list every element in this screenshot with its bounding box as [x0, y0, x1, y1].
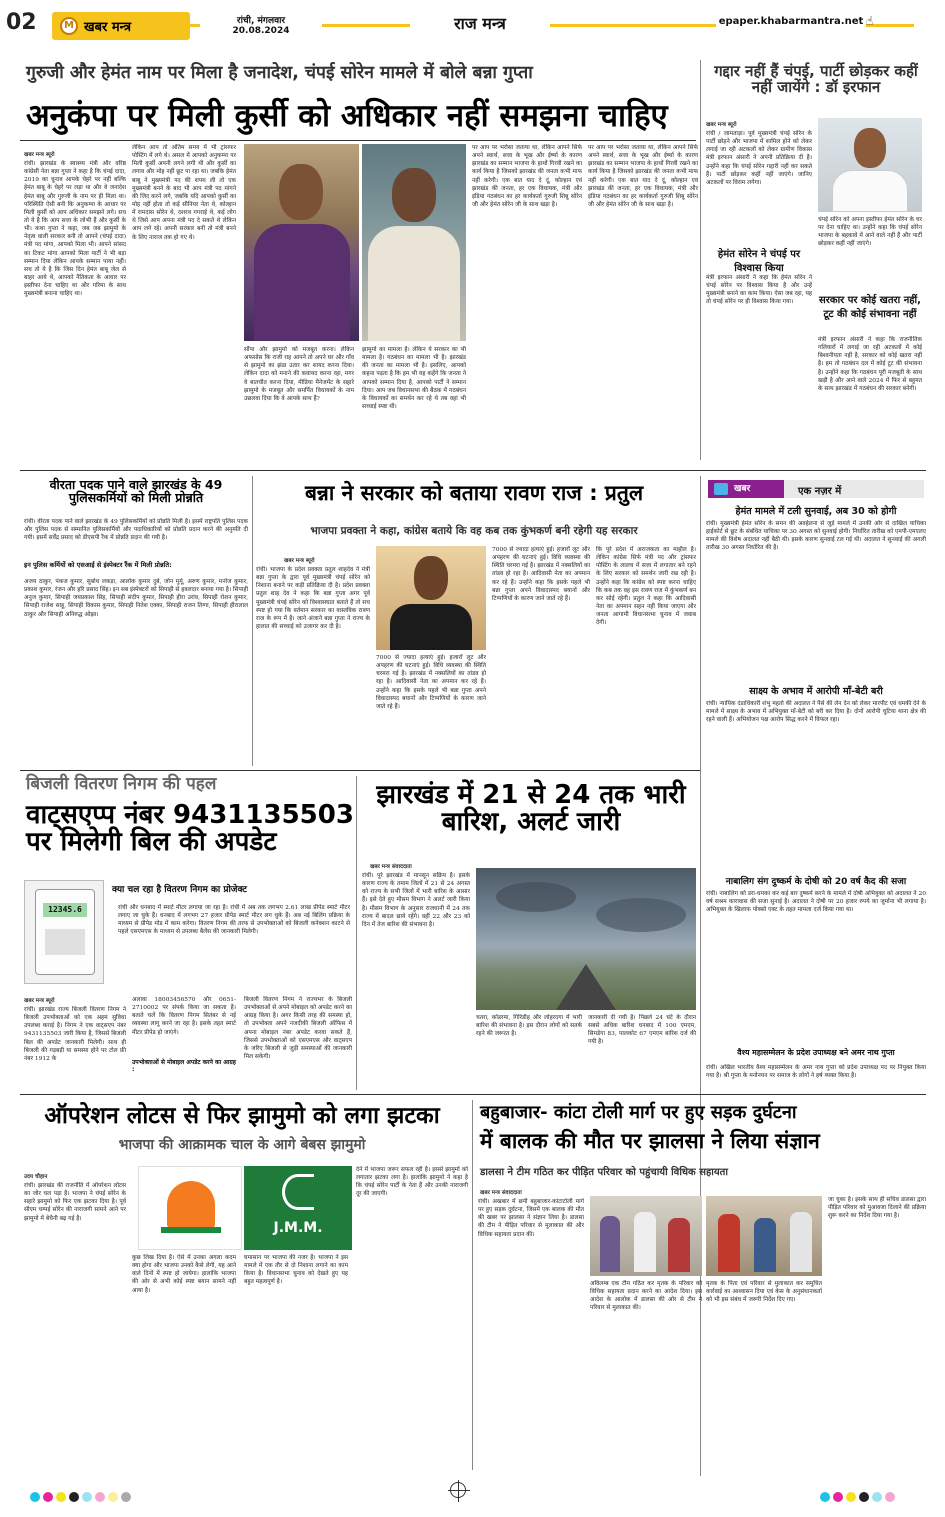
dalsa-team-photo — [590, 1196, 702, 1276]
irfan-sub-1: हेमंत सोरेन ने चंपई पर विश्वास किया — [717, 249, 801, 274]
storm-clouds-photo — [476, 868, 696, 1010]
bijli-byline: खबर मन्त्र ब्यूरो — [24, 998, 55, 1004]
protul-col-1: रांची। भाजपा के प्रदेश प्रवक्ता प्रतुल शाहदेव ने मंत्री बन्ना गुप्ता के द्वारा पूर्व मुख्यमंत्री चंपई सोरेन को निशाना बनाने पर कड़ी प्रतिक्रिया दी है। प्रदेश प्रवक्ता प्रतुल शाह देव ने कहा कि बन्ना गुप्ता अगर पूर्व मुख्यमंत्री चंपई सोरेन को विश्वासघात बताते हैं तो सच स्पष्ट हो गया कि वर्तमान सरकार का वास्तविक रावण राज के रूप में है। जाने अंजाने बन्ना गुप्ता ने राज्य के हालात की सच्चाई को उजागर कर दी है। — [256, 567, 370, 630]
protul-col-2: 7000 से ज्यादा हत्याएं हुई। हजारों लूट और अपहरण की घटनाएं हुई। विधि व्यवस्था की स्थिति चरमरा गई है। झारखंड में नक्सलियों का तांडव हो रहा है। आदिवासी नेता का अपमान कर रहे हैं। उन्होंने कहा कि इसके पहले भी बन्ना गुप्ता अपने विवादास्पद बयानों और टिप्पणियों के कारण जाने जाते रहे हैं। — [376, 655, 486, 710]
nazar-sub-1: साक्ष्य के अभाव में आरोपी माँ-बेटी बरी — [749, 686, 883, 697]
lead-col-3: सौंपा और झामुमो को मजबूत करना। लेकिन अफसोस कि राजी राह आपने तो अपने घर और गाँव से झामुमो का झंडा उतार कर शायद करना दिया। लेकिन दादा को मनाने की कवायद करना रहा, मगर वे बातचीत करना दिया, मीडिया मैनेजमेंट के सहारे झामुमो के मजबूत और समर्पित विधायकों के नाम उछलवा दिया कि वे आपके साथ हैं? — [244, 347, 354, 402]
lead-col-2: लेकिन आप तो अंतिम समय में भी ट्रांसफर पोस्टिंग में लगे थे। असल में आपको अनुकम्पा पर मिली कुर्सी अपनी लगने लगी थी और कुर्सी का लगाव और मोह नहीं छूट पा रहा था। जबकि हेमंत बाबू ने मुख्यमंत्री पद की शपथ ली तो एक मुख्यमंत्री बनने के बाद भी आप मंत्री पद मांगने की जिद करने लगे, जबकि यदि आपको कुर्सी का मोह नहीं होता तो कई सीनियर नेता थे, कोल्हान में रामदास सोरेन थे, दशरथ गगराई थे, कई लोग थे जिसे आप अपना मंत्री पद दे सकते थे लेकिन आप लगे रहे। अपनी सरकार बनी तो मंत्री बनने के लिए नाराज तक हो गए थे। — [132, 145, 236, 241]
irfan-ansari-photo — [818, 118, 922, 212]
color-registration-right — [820, 1487, 898, 1506]
nazar-sub-3: वैश्य महासम्मेलन के प्रदेश उपाध्यक्ष बने अमर नाथ गुप्ता — [737, 1048, 895, 1057]
irfan-text-1: रांची / जामताड़ा। पूर्व मुख्यमंत्री चंपई सोरेन के पार्टी छोड़ने और भाजपा में शामिल होने को लेकर लगाई जा रही अटकलों को लेकर ग्रामीण विकास मंत्री इरफान अंसारी ने अपनी प्रतिक्रिया दी है। उन्होंने कहा कि चंपई सोरेन गद्दारी नहीं कर सकते हैं। पार्टी छोड़कर कहीं नहीं जाएंगे। जानिए अटकलों पर विराम लगेगा। — [706, 131, 812, 186]
nazar-tag: खबर — [708, 480, 784, 498]
registration-target-icon — [450, 1482, 466, 1498]
pratul-shahdeo-photo — [376, 546, 486, 650]
irfan-sub-2: सरकार पर कोई खतरा नहीं, टूट की कोई संभावना नहीं — [819, 295, 921, 320]
jmm-logo-text: J.M.M. — [273, 1220, 323, 1236]
header-date: 20.08.2024 — [232, 26, 290, 36]
irfan-text-3: चंपई सोरेन को अपना इस्तीफा हेमंत सोरेन के घर पर देना चाहिए था। उन्होंने कहा कि चंपई सोरेन भाजपा के बहकावे में आने वाले नहीं हैं और पार्टी छोड़कर कहीं नहीं जाएंगे। — [818, 217, 922, 248]
nazar-text-4: रांची। अखिल भारतीय वैश्य महासम्मेलन के अमर नाथ गुप्ता को प्रदेश उपाध्यक्ष पद पर नियुक्त किया गया है। श्री गुप्ता के मनोनयन पर समाज के लोगों ने हर्ष व्यक्त किया है। — [706, 1065, 926, 1080]
bijli-kicker: बिजली वितरण निगम की पहल — [26, 774, 217, 794]
irfan-text-4: मंत्री इरफान अंसारी ने कहा कि राजनीतिक गलियारों में लगाई जा रही अटकलों में कोई बिश्वनीयता नहीं है, सरकार को कोई खतरा नहीं है। हम तो गठबंधन दल में कोई टूट की संभावना है। उन्होंने कहा कि गठबंधन पूरी मजबूती के साथ खड़ी है और आने वाले 2024 में फिर से बहुमत के साथ झारखंड में गठबंधन की सरकार बनेगी। — [818, 337, 922, 392]
bijli-text-4: बिजली वितरण निगम ने राज्यभर के बिजली उपभोक्ताओं से अपने मोबाइल को अपडेट करने का आग्रह किया है। अगर किसी तरह की समस्या हो, तो उपभोक्ता अपने नजदीकी बिजली ऑफिस में अपना मोबाइल नंबर अपडेट करवा सकते हैं, जिससे उपभोक्ताओं को एसएमएस और वाट्सएप के जरिए बिजली से जुड़ी समस्याओं की जानकारी मिल सकेगी। — [244, 997, 352, 1060]
lotus-headline: ऑपरेशन लोटस से फिर झामुमो को लगा झटका — [44, 1103, 440, 1129]
accident-col-4: जा चुका है। इसके साथ ही सचिव डालसा द्वारा पीड़ित परिवार को मुआवजा दिलाने की प्रक्रिया शुरू करने का निर्देश दिया गया है। — [828, 1197, 926, 1220]
protul-sub: भाजपा प्रवक्ता ने कहा, कांग्रेस बताये कि वह कब तक कुंभकर्ण बनी रहेगी यह सरकार — [310, 525, 638, 537]
lotus-col-1: रांची। झारखंड की राजनीति में ऑपरेशन लोटस का जोर चल पड़ा है। भाजपा ने चंपई सोरेन के सहारे झामुमो को फिर एक झटका दिया है। पूर्व सीएम चम्पई सोरेन की नाराजगी सामने आने पर झामुमो में बेचैनी बढ़ गई है। — [24, 1183, 126, 1222]
nazar-sub-2: नाबालिग संग दुष्कर्म के दोषी को 20 वर्ष कैद की सजा — [725, 877, 907, 887]
champai-soren-photo — [362, 144, 466, 341]
rain-text-3: चतरा, कोडरमा, गिरिडीह और लोहरदगा में भारी बारिश की संभावना है। इस दौरान लोगों को सतर्क रहने की जरूरत है। — [476, 1015, 582, 1038]
nazar-text-2: रांची। न्यायिक दंडाधिकारी शंभु महतो की अदालत ने पैसे की लेन देन को लेकर मारपीट एवं धमकी देने के मामले में साक्ष्य के अभाव में अभियुक्त माँ-बेटी को बरी कर दिया है। दोनों आरोपी चुटिया थाना क्षेत्र की रहने वाली हैं। अभियोजन पक्ष आरोप सिद्ध करने में विफल रहा। — [706, 701, 926, 724]
meter-display: 12345.6 — [43, 903, 87, 917]
rain-headline: झारखंड में 21 से 24 तक भारी बारिश, अलर्ट जारी — [376, 780, 686, 838]
banna-gupta-photo — [244, 144, 359, 341]
irfan-byline: खबर मन्त्र ब्यूरो — [706, 122, 737, 128]
bijli-text-2: रांची। झारखंड राज्य बिजली वितरण निगम ने बिजली उपभोक्ताओं को एक अहम सुविधा उपलब्ध कराई है। निगम ने एक वाट्सएप नंबर 9431135503 जारी किया है, जिससे बिजली बिल की अपडेट जानकारी मिलेगी। साथ ही बिजली की गड़बड़ी या समस्या होने पर टोल फ्री नंबर 1912 के — [24, 1007, 126, 1062]
color-registration-left — [30, 1487, 134, 1506]
protul-col-3: कि पूरे प्रदेश में अराजकता का माहौल है। लेकिन कांग्रेस सिर्फ मंत्री पद और ट्रांसफर पोस्टिंग के लालच में सत्ता में लगातार बने रहने के लिए सरकार को समर्थन जारी रख रही है। उन्होंने कहा कि कांग्रेस को स्पष्ट करना चाहिए कि कब तक वह इस रावण राज में कुंभकर्ण बन कर सोई रहेगी। प्रतुल ने कहा कि आदिवासी नेता का अपमान सहन नहीं किया जाएगा और जनता आगामी विधानसभा चुनाव में जवाब देगी। — [596, 547, 696, 627]
nazar-text-1: रांची। मुख्यमंत्री हेमंत सोरेन के समन की अवहेलना से जुड़े मामले में उनकी ओर से दाखिल याचिका हाईकोर्ट से छूट के संबंधित याचिका पर 30 अगस्त को सुनवाई होगी। निर्धारित तारीख को एमपी-एमएलए मामले की विशेष अदालत नहीं बैठी थी। इसके कारण सुनवाई टल गई थी। अदालत ने सुनवाई की अगली तारीख 30 अगस्त निर्धारित की है। — [706, 521, 926, 552]
news-icon — [714, 483, 728, 495]
bijli-text-3: अलावा 18003456570 और 0651-2710002 पर संपर्क किया जा सकता है। बताते चलें कि वितरण निगम सितंबर से नई व्यवस्था लागू करने जा रहा है। इसके तहत स्मार्ट मीटर प्रीपेड हो जाएंगे। — [132, 997, 236, 1036]
header-date-box — [200, 13, 322, 41]
lead-kicker: गुरुजी और हेमंत नाम पर मिला है जनादेश, चंपई सोरेन मामले में बोले बन्ना गुप्ता — [26, 63, 533, 83]
police-text-2: अजय ठाकुर, पंकज कुमार, सुबोध लकड़ा, आलोक कुमार दुबे, जोन मुर्मू, अरुण कुमार, मनोज कुमार, प्रकाश कुमार, रंजन और हरि प्रसाद सिंह। इन सब इंस्पेक्टरों को सिपाही से हवलदार बनाया गया है। सिपाही अनुज कुमार, सिपाही जयप्रकाश सिंह, सिपाही संदीप कुमार, सिपाही हीरा उरांव, सिपाही रोशन कुमार, सिपाही राजेश साहू, सिपाही विकास कुमार, सिपाही नितेश एक्का, सिपाही राजन तिग्गा, सिपाही हीरालाल ठाकुर और सिपाही अनिरुद्ध ओझा। — [24, 579, 248, 618]
family-meeting-photo — [706, 1196, 822, 1276]
protul-headline: बन्ना ने सरकार को बताया रावण राज : प्रतुल — [304, 481, 644, 505]
cursor-icon: ☝ — [866, 14, 874, 28]
header-city-day: रांची, मंगलवार — [236, 16, 286, 26]
lead-col-1: रांची। झारखंड के स्वास्थ्य मंत्री और वरिष्ठ कांग्रेसी नेता बन्ना गुप्ता ने कहा है कि चंपई दादा, 2019 का चुनाव आपके चेहरे पर नहीं बल्कि हेमंत बाबू के चेहरे पर लड़ा था और वे जनादेश हेमंत बाबू और गुरुजी के नाम पर ही मिला था। परिस्थिति ऐसी बनी कि अनुकम्पा के आधार पर मिली कुर्सी को आप अधिकार समझने लगे। सच तो ये है कि आप सत्ता के लोभी हैं और कुर्सी के भी। कथा गुप्ता ने कहा, जब जब झामुमो के नेतृत्व वाली सरकार बनी तो आपने (चंपई दादा) मंत्री पद मांगा, आपको मिला भी। आपने सांसद का टिकट मांगा आपको मिला पार्टी ने भी बड़ा सम्मान दिया लेकिन आपके सम्मान पाया नहीं। सच तो ये है कि जिस दिन हेमंत बाबू जेल से बाहर आये थे, आपको नैतिकता के आधार पर इस्तीफा देना चाहिए था और गरिमा के साथ मुख्यमंत्री बनाना चाहिए था। — [24, 161, 126, 298]
police-text: रांची। वीरता पदक पाने वाले झारखंड के 49 पुलिसकर्मियों को प्रोन्नति मिली है। इसमें राष्ट्रपति पुलिस पदक और पुलिस पदक से सम्मानित पुलिसकर्मियों और पदाधिकारियों को प्रोन्नति प्रदान करने की अनुमति दी गयी। इसमें सर्वेंद्र प्रसाद को डीएसपी रैंक में प्रोन्नति प्रदान की गयी है। — [24, 519, 248, 542]
page-number: 02 — [6, 10, 37, 35]
lotus-col-2: कुछ लिख दिया है। ऐसे में उनका अगला कदम क्या होगा और भाजपा उनको कैसे लेगी, यह आने वाले दिनों में स्पष्ट हो जायेगा। हालांकि भाजपा की ओर से अभी कोई स्पष्ट बयान सामने नहीं आया है। — [132, 1255, 236, 1294]
lotus-col-4: देने में भाजपा जरूर सफल रही है। इससे झामुमो को लगातार झटका लगा है। हालांकि झामुमो ने कहा है कि चंपई सोरेन पार्टी के नेता हैं और उनकी नाराजगी दूर की जाएगी। — [356, 1167, 468, 1198]
protul-byline: खबर मन्त्र ब्यूरो — [284, 558, 315, 564]
nazar-text-3: रांची। नाबालिग को डरा-धमका कर कई बार दुष्कर्म करने के मामले में दोषी अभियुक्त को अदालत ने 20 वर्ष सश्रम कारावास की सजा सुनाई है। अदालत ने दोषी पर 20 हजार रुपये का जुर्माना भी लगाया है। अभियुक्त के खिलाफ पोक्सो एक्ट के तहत मामला दर्ज किया गया था। — [706, 891, 926, 914]
bijli-headline: वाट्सएप्प नंबर 9431135503 पर मिलेगी बिल की अपडेट — [26, 800, 354, 858]
nazar-banner — [708, 480, 924, 498]
brand-logo-icon: M — [60, 17, 78, 35]
irfan-text-2: मंत्री इरफान अंसारी ने कहा कि हेमंत सोरेन ने चंपई सोरेन पर विश्वास किया है और उन्हें मुख्यमंत्री बनाने का काम किया। ऐसा जब रहा, यह तो चंपई सोरेन पर ही विश्वास किया गया। — [706, 275, 812, 306]
rain-byline: खबर मन्त्र संवाददाता — [370, 864, 412, 870]
bijli-text-1: रांची और धनबाद में स्मार्ट मीटर लगाया जा रहा है। रांची में अब तक लगभग 2.61 लाख प्रीपेड स्मार्ट मीटर लगाए जा चुके हैं। धनबाद में लगभग 27 हजार प्रीपेड स्मार्ट मीटर लग चुके हैं। अब नई बिलिंग प्रक्रिया के माध्यम से प्रीपेड मोड में काम करेगा। वितरण निगम की तरफ से उपभोक्ताओं को बिजली कनेक्शन काटने से पहले एसएमएस के माध्यम से उपलब्ध बैलेंस की जानकारी मिलेगी। — [118, 905, 350, 936]
irfan-headline: गद्दार नहीं हैं चंपई, पार्टी छोड़कर कहीं नहीं जायेंगे : डॉ इरफान — [714, 62, 918, 96]
rain-text-4: जानकारी दी गयी है। पिछले 24 घंटे के दौरान सबसे अधिक बारिश धनबाद में 100 एमएम, सिमडेगा 83, पालकोट 67 एमएम बारिश दर्ज की गयी है। — [588, 1015, 696, 1046]
section-title: राज मन्त्र — [410, 12, 550, 36]
header-url[interactable]: epaper.khabarmantra.net — [716, 16, 866, 27]
brand-name: खबर मन्त्र — [84, 20, 132, 35]
rain-text-1: रांची। पूरे झारखंड में मानसून सक्रिय है। इसके कारण राज्य के तमाम जिलों में 21 से 24 अगस्त को राज्य के सभी जिलों में भारी बारिश के आसार हैं। इसे देते हुए मौसम विभाग ने अलर्ट जारी किया है। मौसम विभाग के अनुसार राजधानी में 24 तक राज्य में बादल छाये रहेंगे। वहीं 22 और 23 को दिन में तेज बारिश की संभावना है। — [362, 873, 470, 928]
accident-col-3: मृतक के पिता एवं परिवार से मुलाकात कर समुचित कार्रवाई का आश्वासन दिया एवं केस के अनुसंधानकर्ता को भी इस संबंध में जरूरी निर्देश दिए गए। — [706, 1281, 822, 1304]
masthead — [0, 0, 945, 46]
accident-byline: खबर मन्त्र संवाददाता — [480, 1190, 522, 1196]
lotus-sub: भाजपा की आक्रामक चाल के आगे बेबस झामुमो — [118, 1137, 366, 1153]
accident-headline-2: में बालक की मौत पर झालसा ने लिया संज्ञान — [480, 1129, 820, 1153]
accident-sub: डालसा ने टीम गठित कर पीड़ित परिवार को पहुंचायी विधिक सहायता — [480, 1167, 728, 1178]
police-sub: इन पुलिस कर्मियों को एसआई से इंस्पेक्टर रैंक में मिली प्रोन्नति: — [24, 561, 172, 569]
lotus-col-3: घमासान पर भाजपा की नजर है। भाजपा ने इस मामले में एक तीर से दो निशाना लगाने का काम किया है। विधानसभा चुनाव को देखते हुए यह बहुत महत्वपूर्ण है। — [244, 1255, 348, 1286]
lotus-byline: उदय चौहान — [24, 1174, 48, 1180]
jmm-logo — [244, 1166, 352, 1250]
nazar-headline: हेमंत मामले में टली सुनवाई, अब 30 को होगी — [735, 506, 897, 517]
bijli-sub-2: उपभोक्ताओं से मोबाइल अपडेट करने का आग्रह : — [132, 1059, 236, 1073]
protul-col-2b: 7000 से ज्यादा हत्याएं हुई। हजारों लूट और अपहरण की घटनाएं हुई। विधि व्यवस्था की स्थिति चरमरा गई है। झारखंड में नक्सलियों का तांडव हो रहा है। आदिवासी नेता का अपमान कर रहे हैं। उन्होंने कहा कि इसके पहले भी बन्ना गुप्ता अपने विवादास्पद बयानों और टिप्पणियों के कारण जाने जाते रहे हैं। — [492, 547, 590, 602]
lead-byline: खबर मन्त्र ब्यूरो — [24, 152, 55, 158]
bijli-sub: क्या चल रहा है वितरण निगम का प्रोजेक्ट — [112, 885, 247, 895]
header-band — [52, 12, 190, 40]
accident-col-2: अविलम्ब एक टीम गठित कर मृतक के परिवार को विधिक सहायता प्रदान करने का आदेश दिया। इस आदेश के आलोक में डालसा की ओर से टीम ने परिवार से मुलाकात की। — [590, 1281, 702, 1312]
lotus-icon — [167, 1181, 215, 1229]
smart-meter-image — [24, 880, 104, 984]
nazar-title: एक नज़र में — [798, 486, 842, 497]
lead-col-4: झामुमो का मामला है। लेकिन ये सरकार का भी मामला है। गठबंधन का मामला भी है। झारखंड की जनता का मामला भी है। इसलिए, आपको कहना पड़ता है कि हम भी यह कहेंगे कि जनता ने आपको सम्मान दिया है, आपको पार्टी ने सम्मान दिया। आप जब विधानसभा की बैठक में गठबंधन के विधायकों का समर्थन कर रहे थे तब वहां भी सच्चाई स्पष्ट थी। — [362, 347, 466, 410]
accident-headline-1: बहुबाजार- कांटा टोली मार्ग पर हुए सड़क दुर्घटना — [480, 1102, 797, 1123]
bjp-logo — [138, 1166, 242, 1250]
bow-arrow-icon — [282, 1174, 314, 1210]
accident-col-1: रांची। अखबार में छपी बहुबाजार-कांटाटोली मार्ग पर हुए सड़क दुर्घटना, जिसमें एक बालक की मौत की खबर पर झालसा ने संज्ञान लिया है। डालसा की टीम ने पीड़ित परिवार से मुलाकात की और विधिक सहायता प्रदान की। — [478, 1199, 584, 1238]
lead-col-5: पर आप पर भरोसा जताया था, लेकिन आपने सिर्फ अपने स्वार्थ, सत्ता के भूख और ईर्ष्या के कारण झारखंड का सम्मान भाजपा के हाथों गिरवी रखने का कार्य किया है जिसको झारखंड की जनता कभी माफ नहीं करेगी। एक बात याद दे दूं, कोल्हान एवं झारखंड की जनता, हर एक विधायक, मंत्री और इंडिया गठबंधन का हर कार्यकर्ता गुरुजी शिबू सोरेन जी और हेमंत सोरेन जी के साथ खड़ा है। — [472, 145, 582, 208]
police-headline: वीरता पदक पाने वाले झारखंड के 49 पुलिसकर्मियों को मिली प्रोन्नति — [49, 477, 223, 506]
lead-headline: अनुकंपा पर मिली कुर्सी को अधिकार नहीं समझना चाहिए — [26, 98, 668, 134]
lead-col-6: पर आप पर भरोसा जताया था, लेकिन आपने सिर्फ अपने स्वार्थ, सत्ता के भूख और ईर्ष्या के कारण झारखंड का सम्मान भाजपा के हाथों गिरवी रखने का कार्य किया है जिसको झारखंड की जनता कभी माफ नहीं करेगी। एक बात याद दे दूं, कोल्हान एवं झारखंड की जनता, हर एक विधायक, मंत्री और इंडिया गठबंधन का हर कार्यकर्ता गुरुजी शिबू सोरेन जी और हेमंत सोरेन जी के साथ खड़ा है। — [588, 145, 698, 208]
